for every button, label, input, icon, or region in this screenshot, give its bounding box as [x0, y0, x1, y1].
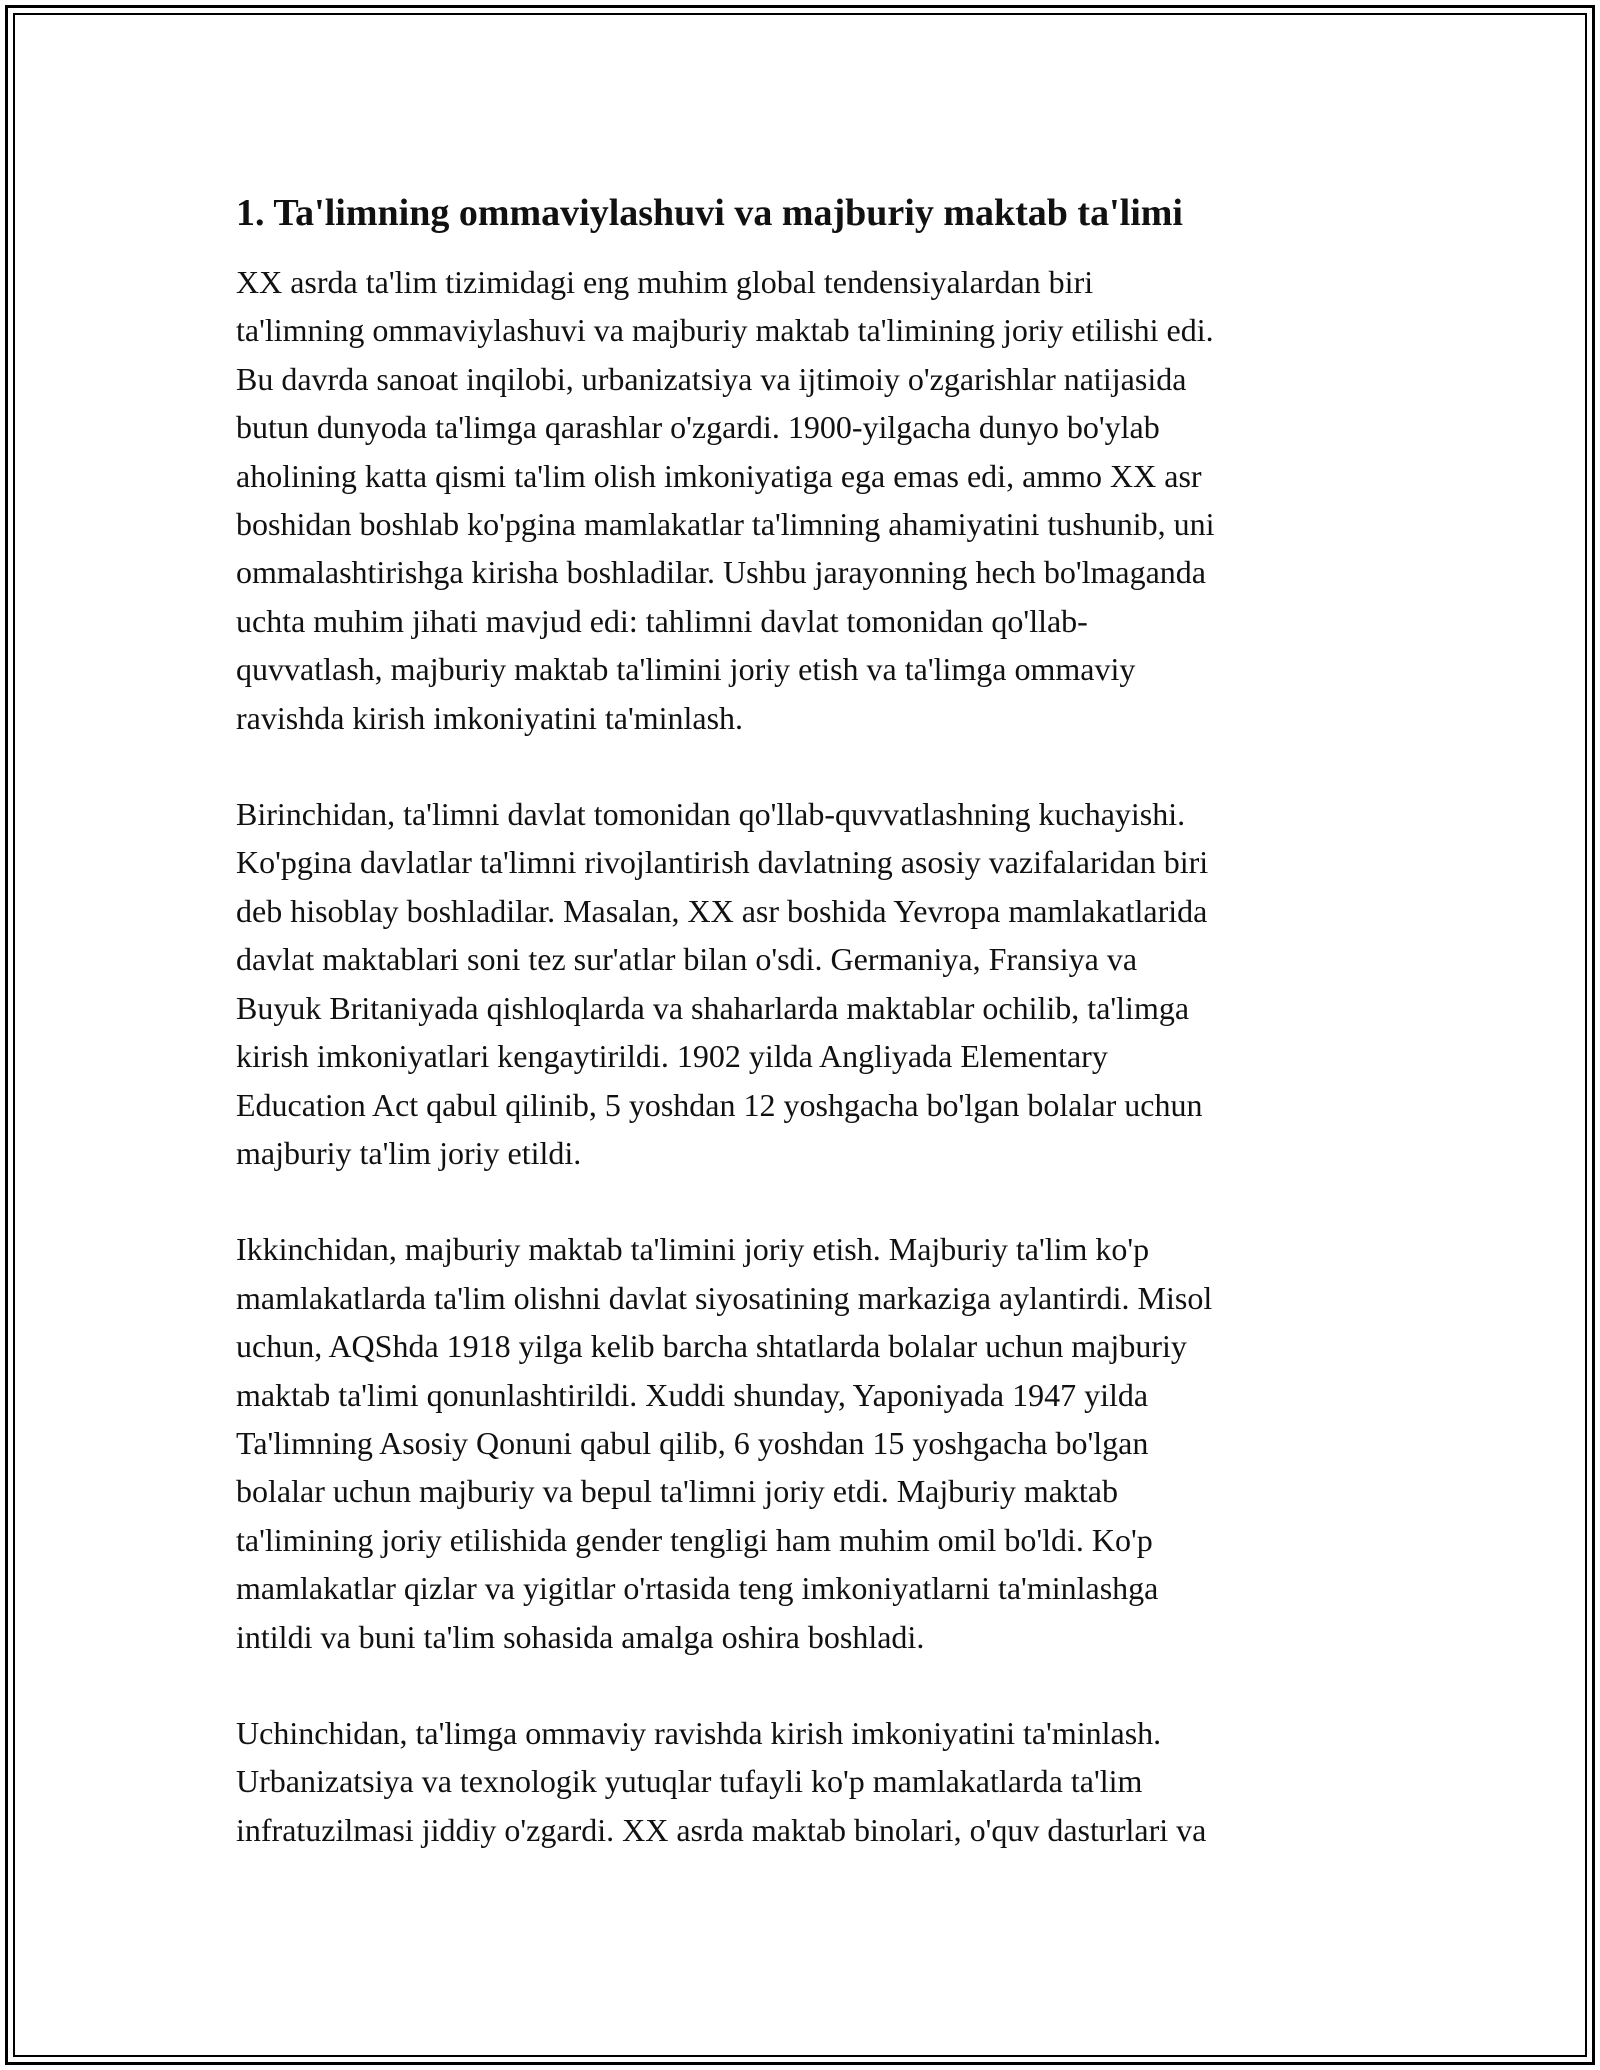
- text-line: ta'limining joriy etilishida gender tengligi ham muhim omil bo'ldi. Ko'p: [236, 1521, 1153, 1558]
- text-line: Ikkinchidan, majburiy maktab ta'limini joriy etish. Majburiy ta'lim ko'p: [236, 1231, 1150, 1268]
- paragraph-intro: [236, 258, 1366, 742]
- text-line: uchta muhim jihati mavjud edi: tahlimni davlat tomonidan qo'llab-: [236, 602, 1088, 639]
- text-line: mamlakatlarda ta'lim olishni davlat siyosatining markaziga aylantirdi. Misol: [236, 1279, 1213, 1316]
- paragraph-third-point: [236, 1709, 1366, 1854]
- text-line: mamlakatlar qizlar va yigitlar o'rtasida teng imkoniyatlarni ta'minlashga: [236, 1570, 1159, 1607]
- text-line: XX asrda ta'lim tizimidagi eng muhim global tendensiyalardan biri: [236, 264, 1094, 300]
- text-line: Ko'pgina davlatlar ta'limni rivojlantirish davlatning asosiy vazifalaridan biri: [236, 844, 1209, 881]
- text-line: infratuzilmasi jiddiy o'zgardi. XX asrda maktab binolari, o'quv dasturlari va: [236, 1811, 1207, 1848]
- text-line: Buyuk Britaniyada qishloqlarda va shaharlarda maktablar ochilib, ta'limga: [236, 989, 1190, 1026]
- text-line: Urbanizatsiya va texnologik yutuqlar tufayli ko'p mamlakatlarda ta'lim: [236, 1763, 1143, 1800]
- section-heading: 1. Ta'limning ommaviylashuvi va majburiy maktab ta'limi: [236, 192, 1183, 234]
- paragraph-second-point: [236, 1225, 1366, 1661]
- text-line: aholining katta qismi ta'lim olish imkoniyatiga ega emas edi, ammo XX asr: [236, 457, 1202, 494]
- text-line: boshidan boshlab ko'pgina mamlakatlar ta'limning ahamiyatini tushunib, uni: [236, 506, 1215, 543]
- paragraph-first-point: [236, 790, 1366, 1177]
- text-line: Education Act qabul qilinib, 5 yoshdan 12 yoshgacha bo'lgan bolalar uchun: [236, 1086, 1203, 1123]
- text-line: deb hisoblay boshladilar. Masalan, XX asr boshida Yevropa mamlakatlarida: [236, 892, 1208, 929]
- text-line: bolalar uchun majburiy va bepul ta'limni joriy etdi. Majburiy maktab: [236, 1473, 1118, 1510]
- text-line: ta'limning ommaviylashuvi va majburiy maktab ta'limining joriy etilishi edi.: [236, 312, 1214, 349]
- text-line: quvvatlash, majburiy maktab ta'limini joriy etish va ta'limga ommaviy: [236, 651, 1136, 688]
- text-line: davlat maktablari soni tez sur'atlar bilan o'sdi. Germaniya, Fransiya va: [236, 941, 1138, 978]
- text-line: Ta'limning Asosiy Qonuni qabul qilib, 6 yoshdan 15 yoshgacha bo'lgan: [236, 1424, 1149, 1461]
- text-line: uchun, AQShda 1918 yilga kelib barcha shtatlarda bolalar uchun majburiy: [236, 1328, 1187, 1365]
- text-line: kirish imkoniyatlari kengaytirildi. 1902 yilda Angliyada Elementary: [236, 1038, 1108, 1075]
- text-line: intildi va buni ta'lim sohasida amalga oshira boshladi.: [236, 1618, 925, 1655]
- text-line: ommalashtirishga kirisha boshladilar. Ushbu jarayonning hech bo'lmaganda: [236, 554, 1206, 591]
- text-line: Uchinchidan, ta'limga ommaviy ravishda kirish imkoniyatini ta'minlash.: [236, 1714, 1162, 1751]
- text-line: maktab ta'limi qonunlashtirildi. Xuddi shunday, Yaponiyada 1947 yilda: [236, 1376, 1149, 1413]
- text-line: ravishda kirish imkoniyatini ta'minlash.: [236, 699, 744, 736]
- text-line: Bu davrda sanoat inqilobi, urbanizatsiya va ijtimoiy o'zgarishlar natijasida: [236, 360, 1187, 397]
- document-body: [236, 188, 1366, 1902]
- text-line: butun dunyoda ta'limga qarashlar o'zgardi. 1900-yilgacha dunyo bo'ylab: [236, 409, 1160, 446]
- text-line: Birinchidan, ta'limni davlat tomonidan qo'llab-quvvatlashning kuchayishi.: [236, 796, 1186, 833]
- text-line: majburiy ta'lim joriy etildi.: [236, 1134, 582, 1171]
